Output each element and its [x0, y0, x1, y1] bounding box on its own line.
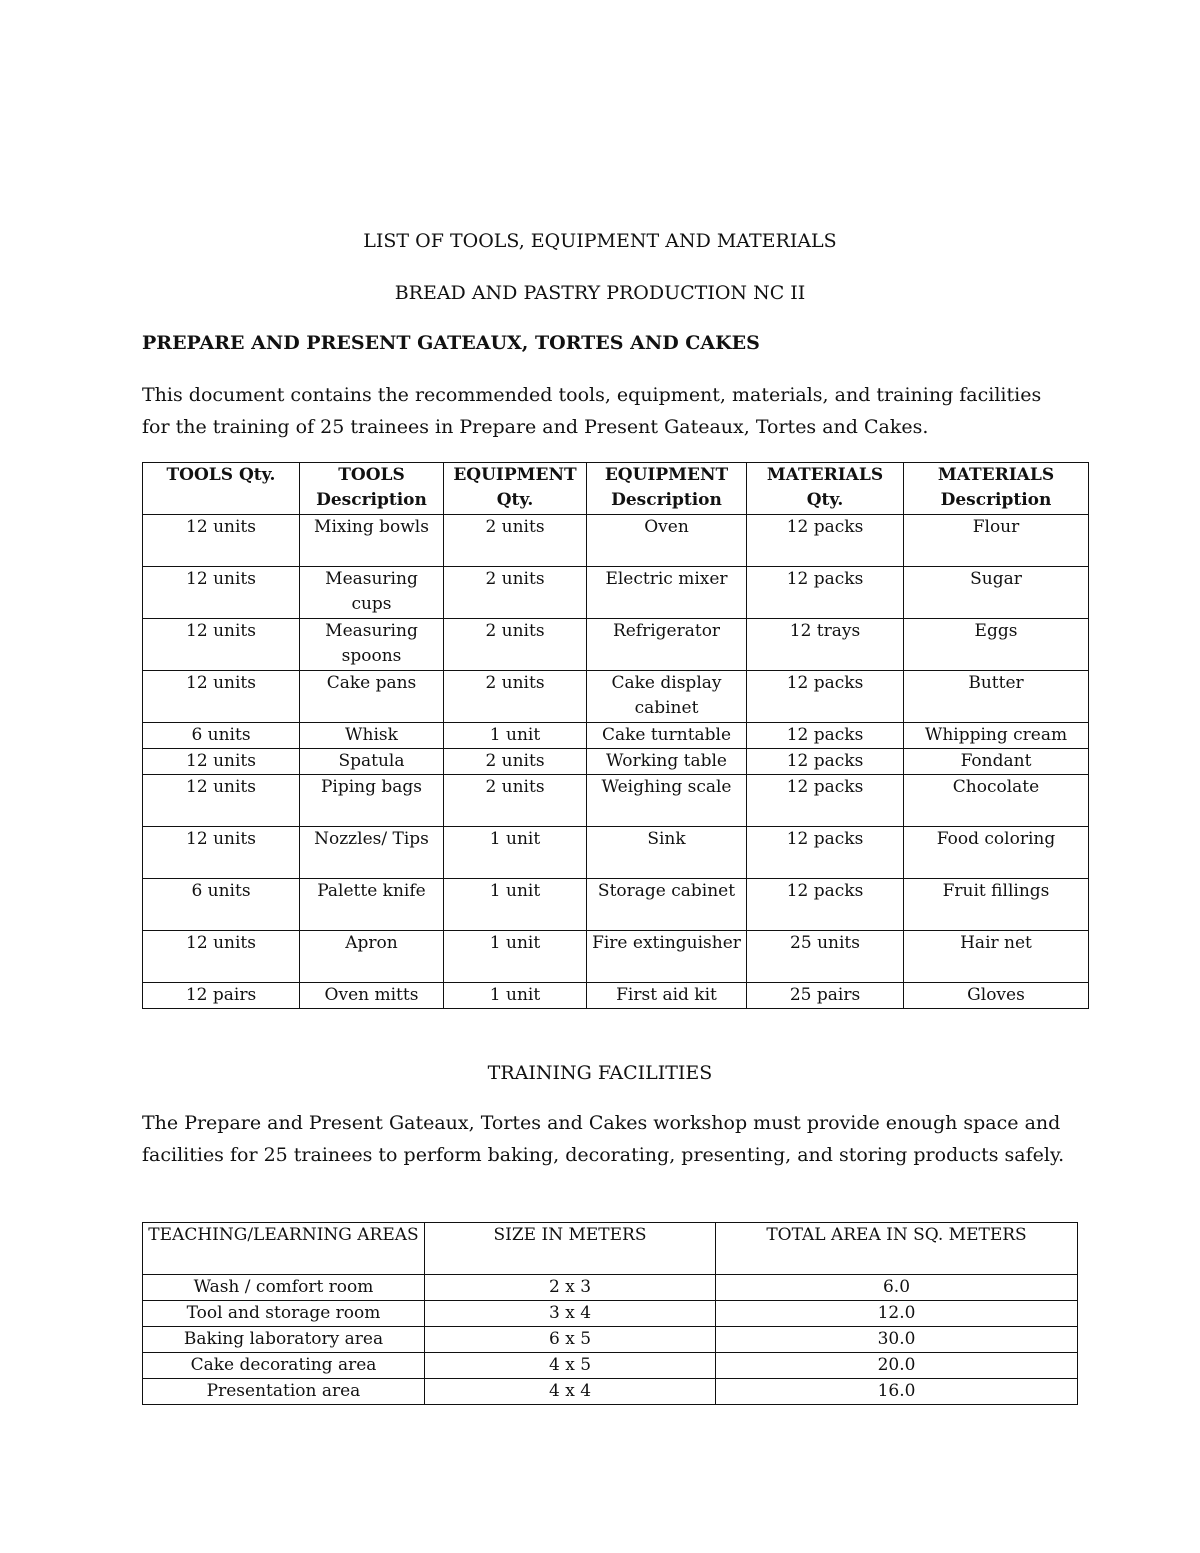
table-cell: Baking laboratory area — [143, 1327, 425, 1353]
table-cell: Gloves — [904, 983, 1089, 1009]
table-row — [143, 1353, 1078, 1379]
document-title: LIST OF TOOLS, EQUIPMENT AND MATERIALS — [363, 230, 837, 252]
table-cell: Flour — [904, 515, 1089, 567]
table-cell: Presentation area — [143, 1379, 425, 1405]
table-row — [143, 723, 1089, 749]
table-cell: 6.0 — [716, 1275, 1078, 1301]
table-row — [143, 619, 1089, 671]
table-cell: Butter — [904, 671, 1089, 723]
table-header-row — [143, 463, 1089, 515]
table-cell: Apron — [300, 931, 444, 983]
table-cell: Tool and storage room — [143, 1301, 425, 1327]
table-cell: 25 units — [747, 931, 904, 983]
column-header: EQUIPMENT Qty. — [444, 463, 587, 515]
table-cell: 1 unit — [444, 931, 587, 983]
table-cell: 6 units — [143, 723, 300, 749]
table-cell: Sink — [587, 827, 747, 879]
table-row — [143, 671, 1089, 723]
table-row — [143, 1327, 1078, 1353]
table-cell: 12 units — [143, 671, 300, 723]
table-cell: 12 units — [143, 567, 300, 619]
table-cell: 6 x 5 — [425, 1327, 716, 1353]
column-header: MATERIALS Description — [904, 463, 1089, 515]
table-cell: Measuring cups — [300, 567, 444, 619]
training-facilities-paragraph: The Prepare and Present Gateaux, Tortes and Cakes workshop must provide enough space and facilities for 25 trainees to perform baking, decorating, presenting, and storing products safely. — [142, 1112, 1065, 1166]
column-header: SIZE IN METERS — [425, 1223, 716, 1275]
table-cell: Wash / comfort room — [143, 1275, 425, 1301]
table-cell: Food coloring — [904, 827, 1089, 879]
table-cell: 12 units — [143, 775, 300, 827]
table-cell: 2 units — [444, 671, 587, 723]
table-cell: Nozzles/ Tips — [300, 827, 444, 879]
column-header: TEACHING/LEARNING AREAS — [143, 1223, 425, 1275]
training-facilities-heading: TRAINING FACILITIES — [487, 1062, 713, 1084]
table-cell: 6 units — [143, 879, 300, 931]
table-cell: 1 unit — [444, 827, 587, 879]
table-cell: Chocolate — [904, 775, 1089, 827]
table-cell: 30.0 — [716, 1327, 1078, 1353]
table-cell: Oven — [587, 515, 747, 567]
tools-equipment-materials-table — [142, 462, 1089, 1009]
table-row — [143, 1379, 1078, 1405]
table-cell: Oven mitts — [300, 983, 444, 1009]
table-cell: 12 packs — [747, 749, 904, 775]
table-cell: 12 trays — [747, 619, 904, 671]
table-cell: 2 units — [444, 567, 587, 619]
table-row — [143, 983, 1089, 1009]
table-cell: 25 pairs — [747, 983, 904, 1009]
intro-paragraph: This document contains the recommended tools, equipment, materials, and training facilities for the training of 25 trainees in Prepare and Present Gateaux, Tortes and Cakes. — [142, 384, 1042, 438]
table-cell: 12 units — [143, 515, 300, 567]
table-cell: Sugar — [904, 567, 1089, 619]
table-row — [143, 1301, 1078, 1327]
table-cell: 4 x 4 — [425, 1379, 716, 1405]
table-cell: 12 packs — [747, 723, 904, 749]
table-cell: Cake pans — [300, 671, 444, 723]
table-cell: Spatula — [300, 749, 444, 775]
table-row — [143, 567, 1089, 619]
table-cell: Cake display cabinet — [587, 671, 747, 723]
table-row — [143, 749, 1089, 775]
table-cell: Refrigerator — [587, 619, 747, 671]
table-cell: Eggs — [904, 619, 1089, 671]
table-cell: Measuring spoons — [300, 619, 444, 671]
column-header: TOOLS Qty. — [143, 463, 300, 515]
table-cell: Weighing scale — [587, 775, 747, 827]
table-cell: 12.0 — [716, 1301, 1078, 1327]
table-cell: 16.0 — [716, 1379, 1078, 1405]
table-cell: Whisk — [300, 723, 444, 749]
table-row — [143, 1275, 1078, 1301]
table-cell: Cake decorating area — [143, 1353, 425, 1379]
column-header: TOTAL AREA IN SQ. METERS — [716, 1223, 1078, 1275]
table-cell: 12 packs — [747, 775, 904, 827]
table-cell: 4 x 5 — [425, 1353, 716, 1379]
table-cell: Fire extinguisher — [587, 931, 747, 983]
table-cell: 12 units — [143, 827, 300, 879]
table-cell: 12 packs — [747, 827, 904, 879]
column-header: EQUIPMENT Description — [587, 463, 747, 515]
column-header: TOOLS Description — [300, 463, 444, 515]
table-cell: Palette knife — [300, 879, 444, 931]
table-cell: 2 x 3 — [425, 1275, 716, 1301]
table-cell: 2 units — [444, 749, 587, 775]
table-cell: 12 packs — [747, 515, 904, 567]
table-row — [143, 515, 1089, 567]
table-cell: 12 packs — [747, 671, 904, 723]
table-cell: 12 units — [143, 749, 300, 775]
table-cell: Electric mixer — [587, 567, 747, 619]
table-cell: 3 x 4 — [425, 1301, 716, 1327]
table-cell: 1 unit — [444, 983, 587, 1009]
table-cell: First aid kit — [587, 983, 747, 1009]
table-cell: Storage cabinet — [587, 879, 747, 931]
table-cell: Working table — [587, 749, 747, 775]
table-header-row — [143, 1223, 1078, 1275]
table-cell: 2 units — [444, 619, 587, 671]
table-cell: 2 units — [444, 515, 587, 567]
table-cell: 2 units — [444, 775, 587, 827]
table-cell: 1 unit — [444, 723, 587, 749]
table-row — [143, 827, 1089, 879]
table-cell: Piping bags — [300, 775, 444, 827]
document-subtitle: BREAD AND PASTRY PRODUCTION NC II — [394, 282, 806, 304]
table-cell: Whipping cream — [904, 723, 1089, 749]
table-row — [143, 775, 1089, 827]
table-cell: Fruit fillings — [904, 879, 1089, 931]
table-cell: 12 packs — [747, 879, 904, 931]
table-cell: Mixing bowls — [300, 515, 444, 567]
table-cell: 12 units — [143, 619, 300, 671]
section-heading: PREPARE AND PRESENT GATEAUX, TORTES AND CAKES — [142, 332, 760, 354]
table-row — [143, 879, 1089, 931]
table-row — [143, 931, 1089, 983]
table-cell: 12 units — [143, 931, 300, 983]
table-cell: 12 packs — [747, 567, 904, 619]
table-cell: 12 pairs — [143, 983, 300, 1009]
table-cell: Fondant — [904, 749, 1089, 775]
table-cell: 1 unit — [444, 879, 587, 931]
table-cell: 20.0 — [716, 1353, 1078, 1379]
table-cell: Cake turntable — [587, 723, 747, 749]
column-header: MATERIALS Qty. — [747, 463, 904, 515]
training-facilities-table — [142, 1222, 1078, 1405]
table-cell: Hair net — [904, 931, 1089, 983]
